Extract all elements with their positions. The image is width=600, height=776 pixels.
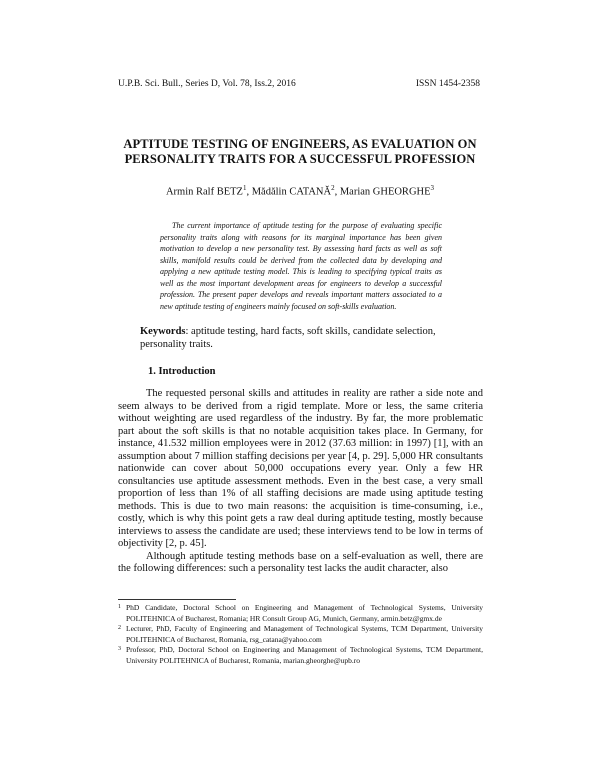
footnote-text: Professor, PhD, Doctoral School on Engineering and Management of Technological Systems, TCM Department, University POLITEHNICA of Bucharest, Romania, marian.gheorghe@upb.ro <box>126 645 483 665</box>
author-footnote-mark: 2 <box>331 184 335 192</box>
paragraph: The requested personal skills and attitudes in reality are rather a side note and seem always to be derived from a rigid template. More or less, the same criteria without weighting are used regardless of the industry. By far, the more problematic part about the soft skills is that no notable acquisition takes place. In Germany, for instance, 41.532 million employees were in 2012 (37.63 million: in 1997) [1], with an assumption about 7 million staffing decisions per year [4, p. 29]. 5,000 HR consultants nationwide can cover about 50,000 occupations every year. Only a few HR consultancies use aptitude assessment methods. Even in the best case, a very small proportion of less than 1% of all staffing decisions are made using aptitude testing methods. This is due to two main reasons: the acquisition is time-consuming, i.e., costly, which is why this point gets a raw deal during aptitude testing, mostly because interviews to assess the candidate are used; these interviews tend to be low in terms of objectivity [2, p. 45]. <box>118 388 483 549</box>
footnote <box>118 645 483 666</box>
author-name: Marian GHEORGHE <box>339 186 431 198</box>
body-text <box>118 388 483 576</box>
footnote-mark: 1 <box>118 604 121 610</box>
section-heading: 1. Introduction <box>148 366 216 377</box>
author-separator: , <box>246 186 252 198</box>
author-footnote-mark: 1 <box>242 184 247 192</box>
author-name: Armin Ralf BETZ <box>165 186 243 198</box>
keywords <box>140 325 470 351</box>
author-footnote-mark: 3 <box>430 184 435 192</box>
author-name: Mădălin CATANĂ <box>251 186 332 198</box>
footnote <box>118 624 483 645</box>
keywords-text: : aptitude testing, hard facts, soft skills, candidate selection, personality traits. <box>140 326 436 350</box>
keywords-label: Keywords <box>140 326 186 337</box>
footnote <box>118 603 483 624</box>
running-header <box>118 79 480 89</box>
author-separator: , <box>334 186 340 198</box>
footnote-mark: 3 <box>118 646 121 652</box>
footnote-rule <box>118 599 236 600</box>
footnotes <box>118 603 483 666</box>
issn: ISSN 1454-2358 <box>415 79 480 89</box>
paper-title: APTITUDE TESTING OF ENGINEERS, AS EVALUATION ON PERSONALITY TRAITS FOR A SUCCESSFUL PROFESSION <box>123 137 477 166</box>
author-list <box>100 184 500 198</box>
journal-citation: U.P.B. Sci. Bull., Series D, Vol. 78, Iss.2, 2016 <box>118 79 296 89</box>
paragraph: Although aptitude testing methods base on a self-evaluation as well, there are the following differences: such a personality test lacks the audit character, also <box>118 550 483 574</box>
abstract: The current importance of aptitude testing for the purpose of evaluating specific personality traits along with reasons for its marginal importance has been given motivation to develop a new personality test. By assessing hard facts as well as soft skills, manifold results could be derived from the collected data by developing and applying a new aptitude testing model. This is leading to specifying typical traits as well as the most important development areas for engineers to develop a successful profession. The present paper develops and reveals important matters associated to a new aptitude testing of engineers mainly focused on soft-skills evaluation. <box>160 221 442 311</box>
footnote-text: PhD Candidate, Doctoral School on Engineering and Management of Technological Systems, University POLITEHNICA of Bucharest, Romania; HR Consult Group AG, Munich, Germany, armin.betz@gmx.de <box>126 603 483 623</box>
footnote-mark: 2 <box>118 625 121 631</box>
footnote-text: Lecturer, PhD, Faculty of Engineering and Management of Technological Systems, TCM Department, University POLITEHNICA of Bucharest, Romania, rsg_catana@yahoo.com <box>126 624 483 644</box>
